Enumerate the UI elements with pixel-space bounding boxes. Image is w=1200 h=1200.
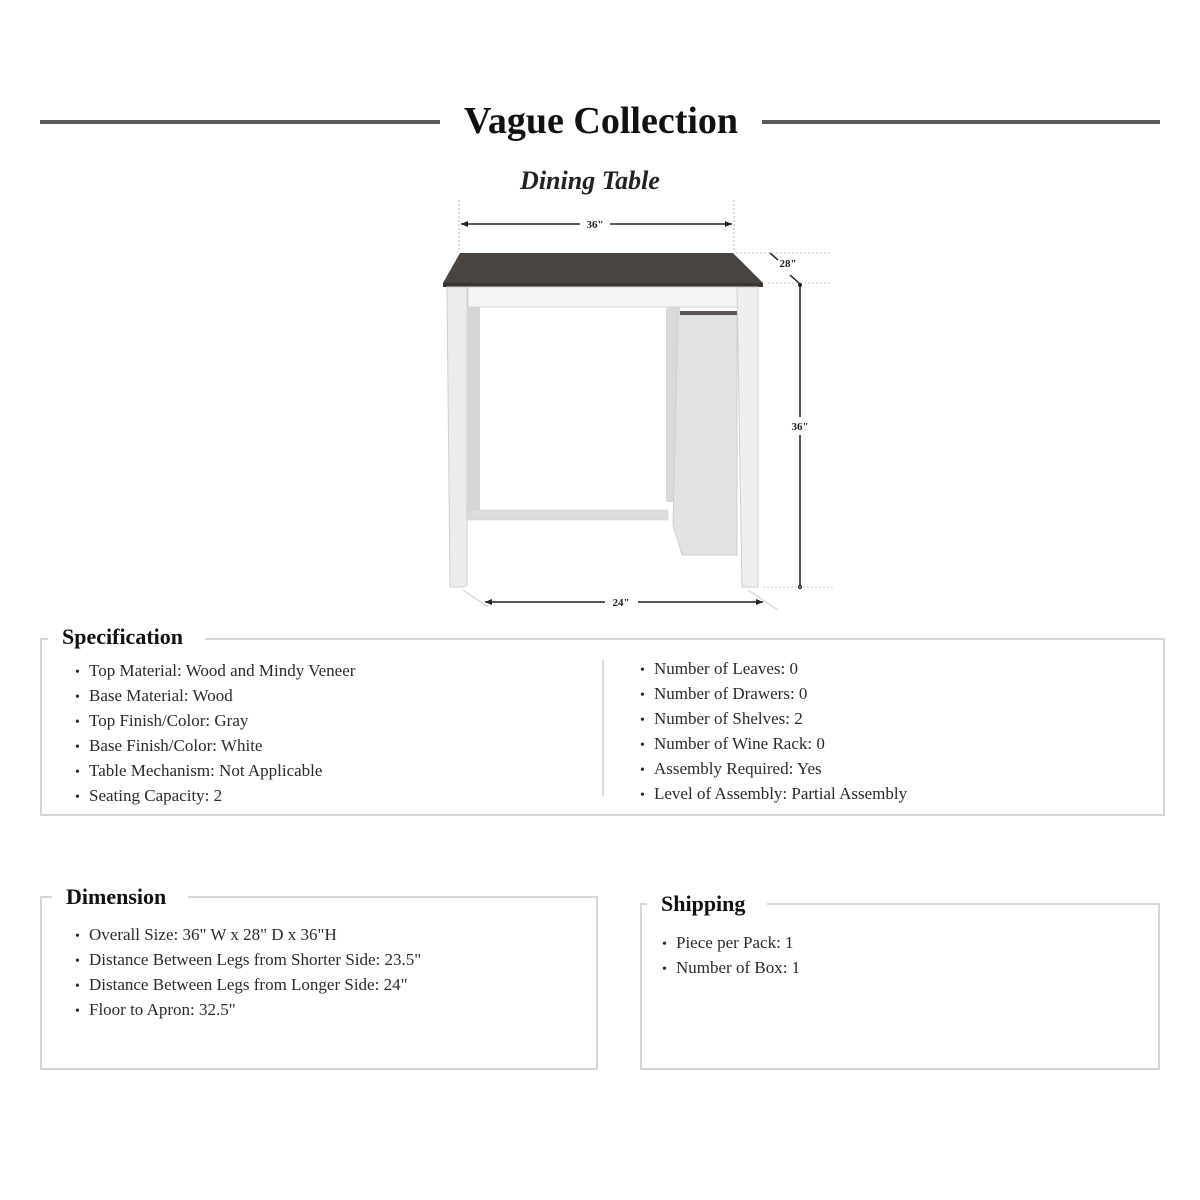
list-item: • Assembly Required: Yes <box>640 757 907 782</box>
list-item: • Piece per Pack: 1 <box>662 931 800 956</box>
dimension-list <box>75 923 421 1023</box>
bullet-icon: • <box>75 929 80 944</box>
list-item: • Distance Between Legs from Longer Side: 24" <box>75 973 421 998</box>
bullet-icon: • <box>640 738 645 753</box>
bullet-icon: • <box>640 788 645 803</box>
bullet-icon: • <box>75 690 80 705</box>
depth-dimension-label: 28" <box>779 258 797 270</box>
column-divider <box>602 660 604 796</box>
bullet-icon: • <box>640 688 645 703</box>
collection-title: Vague Collection <box>463 100 739 142</box>
bullet-icon: • <box>75 665 80 680</box>
specification-panel <box>40 624 1165 816</box>
table-dimension-drawing <box>430 195 850 625</box>
list-item: • Overall Size: 36" W x 28" D x 36"H <box>75 923 421 948</box>
shipping-panel <box>640 891 1160 1070</box>
bullet-icon: • <box>75 790 80 805</box>
bullet-icon: • <box>75 765 80 780</box>
specification-left-list <box>75 659 355 809</box>
specification-title: Specification <box>48 623 205 651</box>
bullet-icon: • <box>640 663 645 678</box>
list-item: • Distance Between Legs from Shorter Side: 23.5" <box>75 948 421 973</box>
list-item: • Table Mechanism: Not Applicable <box>75 759 355 784</box>
bullet-icon: • <box>75 1004 80 1019</box>
product-subtitle: Dining Table <box>520 166 660 195</box>
shipping-title: Shipping <box>647 890 767 918</box>
bullet-icon: • <box>75 740 80 755</box>
bullet-icon: • <box>662 937 667 952</box>
bullet-icon: • <box>640 763 645 778</box>
bullet-icon: • <box>662 962 667 977</box>
list-item: • Number of Leaves: 0 <box>640 657 907 682</box>
dimension-title: Dimension <box>52 883 188 911</box>
bullet-icon: • <box>75 954 80 969</box>
collection-header <box>40 98 1160 148</box>
title-rule-right <box>762 120 1160 124</box>
bullet-icon: • <box>75 715 80 730</box>
list-item: • Number of Box: 1 <box>662 956 800 981</box>
list-item: • Number of Shelves: 2 <box>640 707 907 732</box>
width-dimension-label: 36" <box>586 219 604 231</box>
title-rule-left <box>40 120 440 124</box>
leg-span-dimension-label: 24" <box>612 597 630 609</box>
specification-right-list <box>640 657 907 807</box>
list-item: • Base Material: Wood <box>75 684 355 709</box>
list-item: • Top Finish/Color: Gray <box>75 709 355 734</box>
list-item: • Seating Capacity: 2 <box>75 784 355 809</box>
list-item: • Floor to Apron: 32.5" <box>75 998 421 1023</box>
list-item: • Level of Assembly: Partial Assembly <box>640 782 907 807</box>
bullet-icon: • <box>75 979 80 994</box>
list-item: • Base Finish/Color: White <box>75 734 355 759</box>
shipping-list <box>662 931 800 981</box>
list-item: • Number of Wine Rack: 0 <box>640 732 907 757</box>
dimension-panel <box>40 884 598 1070</box>
list-item: • Number of Drawers: 0 <box>640 682 907 707</box>
bullet-icon: • <box>640 713 645 728</box>
height-dimension-label: 36" <box>791 421 809 433</box>
list-item: • Top Material: Wood and Mindy Veneer <box>75 659 355 684</box>
